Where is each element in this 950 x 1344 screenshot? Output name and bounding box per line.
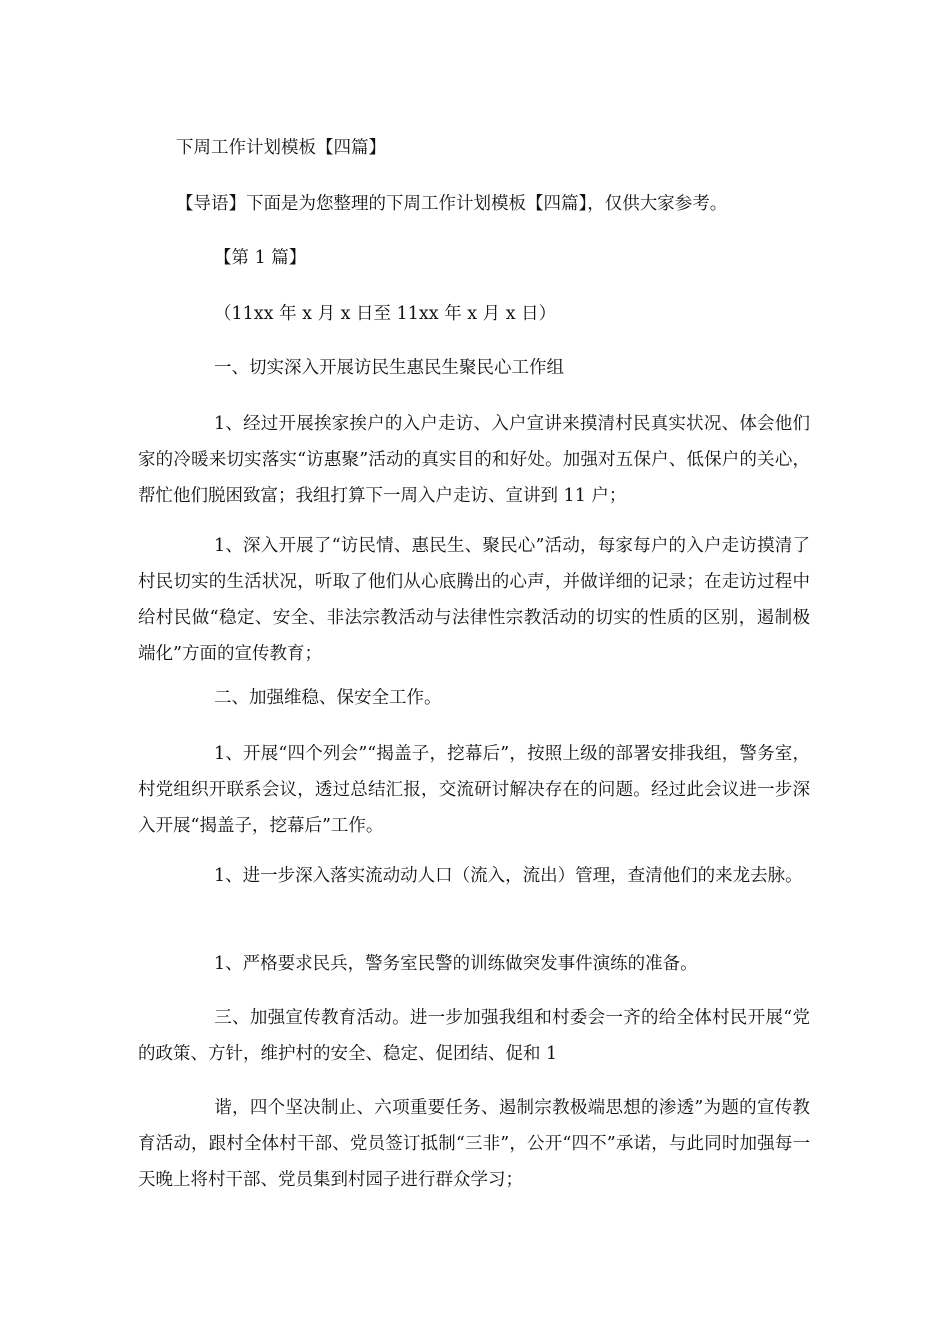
paragraph-4-text: 1、进一步深入落实流动动人口（流入，流出）管理，查清他们的来龙去脉。	[214, 866, 803, 886]
paragraph-3-text: 1、开展“四个列会”“揭盖子，挖幕后”，按照上级的部署安排我组，警务室，村党组织开联系会议，透过总结汇报，交流研讨解决存在的问题。经过此会议进一步深入开展“揭盖子，挖幕后”工作。	[138, 744, 810, 836]
paragraph-1-text: 1、经过开展挨家挨户的入户走访、入户宣讲来摸清村民真实状况、体会他们家的冷暖来切实落实“访惠聚”活动的真实目的和好处。加强对五保户、低保户的关心，帮忙他们脱困致富；我组打算下一周入户走访、宣讲到 11 户；	[138, 414, 810, 506]
paragraph-7	[138, 1090, 810, 1198]
heading-two: 二、加强维稳、保安全工作。	[214, 688, 442, 708]
heading-one: 一、切实深入开展访民生惠民生聚民心工作组	[214, 358, 564, 378]
section-label: 【第 1 篇】	[214, 248, 307, 268]
paragraph-7-text: 谐，四个坚决制止、六项重要任务、遏制宗教极端思想的渗透”为题的宣传教育活动，跟村全体村干部、党员签订抵制“三非”，公开“四不”承诺，与此同时加强每一天晚上将村干部、党员集到村园子进行群众学习；	[138, 1098, 810, 1190]
intro-paragraph: 【导语】下面是为您整理的下周工作计划模板【四篇】，仅供大家参考。	[176, 194, 728, 214]
paragraph-6-text: 三、加强宣传教育活动。进一步加强我组和村委会一齐的给全体村民开展“党的政策、方针，维护村的安全、稳定、促团结、促和 1	[138, 1008, 810, 1064]
paragraph-2-text: 1、深入开展了“访民情、惠民生、聚民心”活动，每家每户的入户走访摸清了村民切实的生活状况，听取了他们从心底腾出的心声，并做详细的记录；在走访过程中给村民做“稳定、安全、非法宗教活动与法律性宗教活动的切实的性质的区别，遏制极端化”方面的宣传教育；	[138, 536, 810, 664]
paragraph-1	[138, 406, 810, 514]
paragraph-5: 1、严格要求民兵，警务室民警的训练做突发事件演练的准备。	[214, 954, 698, 974]
document-title: 下周工作计划模板【四篇】	[176, 138, 386, 158]
paragraph-6	[138, 1000, 810, 1072]
paragraph-4	[138, 858, 810, 894]
paragraph-2	[138, 528, 810, 672]
date-range: （11xx 年 x 月 x 日至 11xx 年 x 月 x 日）	[214, 304, 557, 324]
paragraph-3	[138, 736, 810, 844]
